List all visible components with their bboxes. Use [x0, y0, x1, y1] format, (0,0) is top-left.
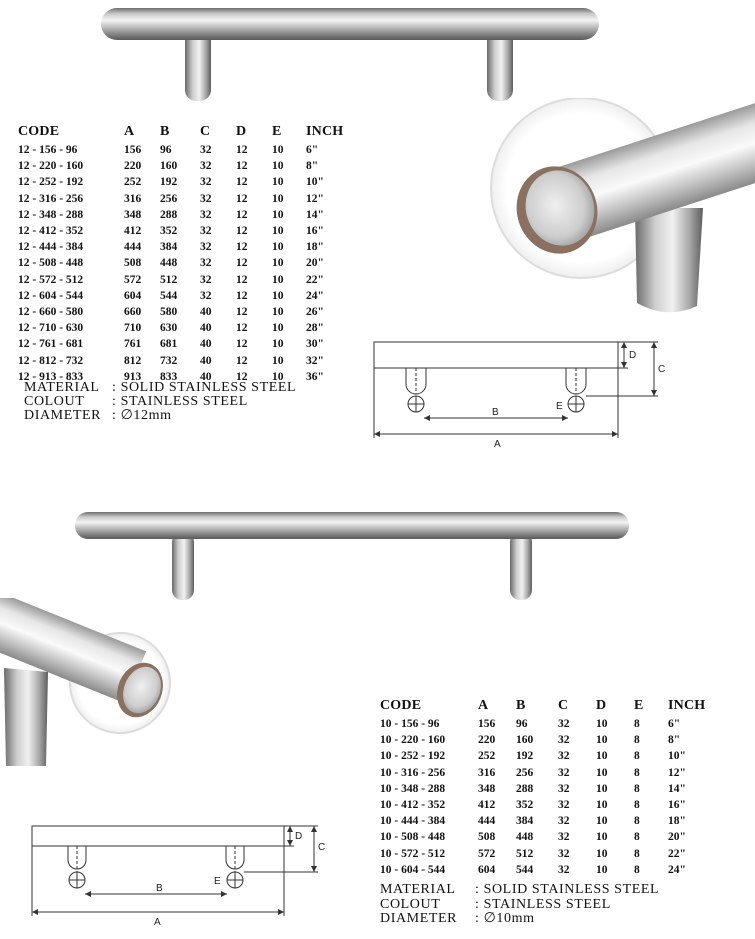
cell-a: 710 [124, 322, 142, 335]
cell-inch: 36" [306, 370, 324, 383]
handle-10mm-photo [70, 508, 635, 603]
dim-label-a: A [494, 439, 501, 450]
cell-inch: 14" [668, 782, 686, 795]
cell-b: 288 [516, 782, 534, 795]
cell-a: 572 [124, 273, 142, 286]
cell-e: 8 [634, 847, 640, 860]
cell-inch: 24" [668, 863, 686, 876]
cell-b: 630 [160, 322, 178, 335]
cell-e: 8 [634, 782, 640, 795]
cell-inch: 30" [306, 338, 324, 351]
colour-value: : STAINLESS STEEL [475, 896, 611, 912]
cell-c: 32 [200, 208, 212, 221]
cell-code: 12 - 412 - 352 [18, 225, 84, 238]
cell-inch: 12" [668, 766, 686, 779]
cell-c: 32 [200, 241, 212, 254]
dim-label-a: A [154, 917, 161, 928]
cell-b: 448 [516, 831, 534, 844]
cell-e: 8 [634, 766, 640, 779]
dim-label-c: C [318, 842, 326, 853]
cell-c: 32 [200, 225, 212, 238]
cell-d: 10 [596, 718, 608, 731]
spec-table-10mm [380, 696, 718, 878]
column-header-code: CODE [380, 698, 422, 713]
table-row [18, 239, 356, 255]
cell-a: 316 [478, 766, 496, 779]
cell-d: 10 [596, 815, 608, 828]
cell-e: 10 [272, 338, 284, 351]
cell-inch: 6" [306, 144, 319, 157]
table-row [380, 765, 718, 781]
cell-a: 220 [124, 160, 142, 173]
properties-12mm [24, 381, 296, 423]
column-header-inch: INCH [306, 124, 344, 139]
cell-a: 348 [124, 208, 142, 221]
cell-b: 544 [516, 863, 534, 876]
cell-c: 32 [200, 257, 212, 270]
cell-code: 12 - 572 - 512 [18, 273, 84, 286]
cell-a: 572 [478, 847, 496, 860]
cell-code: 10 - 604 - 544 [380, 863, 446, 876]
table-row [18, 174, 356, 190]
cell-b: 96 [160, 144, 172, 157]
cell-e: 10 [272, 289, 284, 302]
table-row [18, 336, 356, 352]
cell-a: 412 [124, 225, 142, 238]
colour-label: COLOUT [380, 896, 441, 912]
table-header-row [380, 696, 718, 716]
cell-c: 32 [200, 289, 212, 302]
cell-a: 156 [124, 144, 142, 157]
cell-c: 32 [558, 863, 570, 876]
cell-e: 8 [634, 863, 640, 876]
column-header-c: C [558, 698, 569, 713]
cell-b: 192 [516, 750, 534, 763]
cell-code: 12 - 444 - 384 [18, 241, 84, 254]
cell-e: 10 [272, 257, 284, 270]
cell-code: 12 - 710 - 630 [18, 322, 84, 335]
column-header-inch: INCH [668, 698, 706, 713]
table-row [18, 142, 356, 158]
cell-code: 12 - 220 - 160 [18, 160, 84, 173]
cell-d: 12 [236, 160, 248, 173]
cell-a: 508 [124, 257, 142, 270]
cell-d: 12 [236, 241, 248, 254]
dim-label-d: D [629, 350, 637, 361]
cell-inch: 18" [668, 815, 686, 828]
table-row [18, 320, 356, 336]
cell-b: 384 [516, 815, 534, 828]
cell-d: 12 [236, 354, 248, 367]
dim-label-d: D [295, 831, 303, 842]
cell-b: 580 [160, 305, 178, 318]
cell-d: 12 [236, 225, 248, 238]
cell-a: 348 [478, 782, 496, 795]
table-row [380, 829, 718, 845]
handle-12mm-photo [95, 4, 605, 104]
cell-e: 8 [634, 734, 640, 747]
cell-code: 12 - 348 - 288 [18, 208, 84, 221]
cell-d: 10 [596, 750, 608, 763]
cell-a: 604 [124, 289, 142, 302]
cell-inch: 22" [306, 273, 324, 286]
cell-c: 32 [558, 766, 570, 779]
cell-b: 160 [516, 734, 534, 747]
cell-c: 32 [558, 847, 570, 860]
table-row [18, 304, 356, 320]
cell-c: 40 [200, 338, 212, 351]
diameter-label: DIAMETER [24, 408, 102, 423]
cell-a: 812 [124, 354, 142, 367]
table-row [380, 813, 718, 829]
cell-a: 316 [124, 192, 142, 205]
cell-inch: 20" [306, 257, 324, 270]
cell-e: 8 [634, 750, 640, 763]
cell-inch: 20" [668, 831, 686, 844]
cell-e: 10 [272, 225, 284, 238]
cell-d: 12 [236, 273, 248, 286]
cell-inch: 12" [306, 192, 324, 205]
cell-c: 32 [200, 273, 212, 286]
cell-d: 12 [236, 370, 248, 383]
cell-code: 10 - 156 - 96 [380, 718, 440, 731]
cell-d: 12 [236, 289, 248, 302]
dim-label-c: C [658, 364, 666, 375]
cell-inch: 28" [306, 322, 324, 335]
cell-d: 10 [596, 734, 608, 747]
properties-10mm [380, 883, 659, 927]
cell-code: 10 - 444 - 384 [380, 815, 446, 828]
cell-inch: 6" [668, 718, 681, 731]
cell-inch: 10" [668, 750, 686, 763]
table-row [380, 732, 718, 748]
cell-a: 913 [124, 370, 142, 383]
column-header-b: B [160, 124, 170, 139]
cell-b: 448 [160, 257, 178, 270]
cell-inch: 14" [306, 208, 324, 221]
cell-d: 12 [236, 338, 248, 351]
cell-e: 8 [634, 831, 640, 844]
spec-table-12mm [18, 122, 356, 385]
cell-a: 220 [478, 734, 496, 747]
dimension-diagram-12mm [366, 336, 686, 452]
column-header-a: A [124, 124, 135, 139]
cell-d: 12 [236, 208, 248, 221]
cell-c: 32 [558, 718, 570, 731]
cell-b: 192 [160, 176, 178, 189]
cell-c: 32 [200, 192, 212, 205]
cell-c: 32 [200, 144, 212, 157]
cell-c: 32 [558, 734, 570, 747]
cell-code: 10 - 508 - 448 [380, 831, 446, 844]
cell-d: 10 [596, 831, 608, 844]
cell-code: 10 - 572 - 512 [380, 847, 446, 860]
cell-inch: 10" [306, 176, 324, 189]
material-value: : SOLID STAINLESS STEEL [112, 380, 297, 395]
cell-e: 10 [272, 354, 284, 367]
cell-b: 352 [160, 225, 178, 238]
column-header-code: CODE [18, 124, 60, 139]
cell-inch: 8" [668, 734, 681, 747]
cell-code: 10 - 252 - 192 [380, 750, 446, 763]
cell-code: 12 - 761 - 681 [18, 338, 84, 351]
cell-d: 10 [596, 847, 608, 860]
dim-label-e: E [556, 401, 563, 412]
cell-e: 10 [272, 241, 284, 254]
cell-c: 32 [558, 750, 570, 763]
cell-e: 10 [272, 322, 284, 335]
cell-b: 160 [160, 160, 178, 173]
diameter-value: : ∅10mm [475, 911, 535, 926]
column-header-d: D [236, 124, 247, 139]
cell-c: 32 [200, 160, 212, 173]
cell-b: 512 [516, 847, 534, 860]
material-label: MATERIAL [24, 380, 100, 395]
table-row [380, 797, 718, 813]
cell-d: 12 [236, 257, 248, 270]
cell-inch: 24" [306, 289, 324, 302]
table-row [18, 191, 356, 207]
cell-inch: 16" [306, 225, 324, 238]
table-row [18, 352, 356, 368]
table-header-row [18, 122, 356, 142]
cell-code: 10 - 316 - 256 [380, 766, 446, 779]
cell-d: 12 [236, 144, 248, 157]
cell-d: 10 [596, 782, 608, 795]
cell-c: 40 [200, 354, 212, 367]
table-row [18, 158, 356, 174]
handle-end-zoom-12mm [485, 98, 755, 338]
cell-b: 732 [160, 354, 178, 367]
cell-c: 32 [558, 782, 570, 795]
cell-code: 10 - 220 - 160 [380, 734, 446, 747]
cell-a: 761 [124, 338, 142, 351]
cell-b: 544 [160, 289, 178, 302]
cell-code: 12 - 508 - 448 [18, 257, 84, 270]
cell-inch: 26" [306, 305, 324, 318]
table-row [380, 862, 718, 878]
dimension-diagram-10mm [26, 820, 346, 930]
column-header-b: B [516, 698, 526, 713]
cell-code: 12 - 604 - 544 [18, 289, 84, 302]
cell-d: 12 [236, 305, 248, 318]
cell-e: 8 [634, 799, 640, 812]
cell-c: 32 [200, 176, 212, 189]
cell-b: 256 [516, 766, 534, 779]
cell-inch: 18" [306, 241, 324, 254]
table-row [18, 223, 356, 239]
cell-b: 833 [160, 370, 178, 383]
material-value: : SOLID STAINLESS STEEL [475, 882, 660, 897]
table-row [18, 272, 356, 288]
column-header-a: A [478, 698, 489, 713]
cell-e: 10 [272, 144, 284, 157]
cell-a: 156 [478, 718, 496, 731]
dim-label-b: B [492, 407, 499, 418]
cell-e: 10 [272, 192, 284, 205]
cell-c: 32 [558, 799, 570, 812]
table-row [380, 781, 718, 797]
cell-code: 12 - 316 - 256 [18, 192, 84, 205]
cell-b: 96 [516, 718, 528, 731]
cell-a: 604 [478, 863, 496, 876]
cell-code: 10 - 412 - 352 [380, 799, 446, 812]
column-header-c: C [200, 124, 211, 139]
cell-code: 12 - 156 - 96 [18, 144, 78, 157]
cell-b: 384 [160, 241, 178, 254]
handle-end-zoom-10mm [0, 598, 175, 768]
cell-b: 288 [160, 208, 178, 221]
table-row [18, 288, 356, 304]
table-row [380, 846, 718, 862]
cell-b: 512 [160, 273, 178, 286]
table-row [18, 255, 356, 271]
material-label: MATERIAL [380, 882, 456, 897]
cell-a: 508 [478, 831, 496, 844]
cell-e: 10 [272, 160, 284, 173]
cell-code: 12 - 252 - 192 [18, 176, 84, 189]
cell-a: 252 [124, 176, 142, 189]
dim-label-b: B [156, 883, 163, 894]
column-header-d: D [596, 698, 607, 713]
colour-value: : STAINLESS STEEL [112, 394, 248, 409]
colour-label: COLOUT [24, 394, 85, 409]
table-row [18, 207, 356, 223]
dim-label-e: E [214, 876, 221, 887]
cell-b: 352 [516, 799, 534, 812]
cell-c: 40 [200, 370, 212, 383]
cell-d: 12 [236, 322, 248, 335]
cell-c: 40 [200, 305, 212, 318]
cell-d: 10 [596, 766, 608, 779]
cell-e: 8 [634, 815, 640, 828]
cell-d: 12 [236, 176, 248, 189]
cell-a: 444 [478, 815, 496, 828]
cell-b: 681 [160, 338, 178, 351]
cell-a: 252 [478, 750, 496, 763]
cell-e: 10 [272, 176, 284, 189]
cell-d: 10 [596, 799, 608, 812]
cell-c: 32 [558, 831, 570, 844]
cell-code: 12 - 812 - 732 [18, 354, 84, 367]
column-header-e: E [272, 124, 282, 139]
cell-inch: 22" [668, 847, 686, 860]
diameter-value: : ∅12mm [112, 408, 172, 423]
cell-d: 12 [236, 192, 248, 205]
cell-a: 412 [478, 799, 496, 812]
cell-c: 32 [558, 815, 570, 828]
cell-a: 660 [124, 305, 142, 318]
cell-e: 10 [272, 305, 284, 318]
cell-a: 444 [124, 241, 142, 254]
cell-code: 12 - 913 - 833 [18, 370, 84, 383]
cell-inch: 8" [306, 160, 319, 173]
cell-e: 10 [272, 273, 284, 286]
cell-code: 12 - 660 - 580 [18, 305, 84, 318]
cell-e: 10 [272, 208, 284, 221]
table-row [380, 748, 718, 764]
table-row [380, 716, 718, 732]
cell-c: 40 [200, 322, 212, 335]
cell-inch: 32" [306, 354, 324, 367]
cell-e: 8 [634, 718, 640, 731]
cell-d: 10 [596, 863, 608, 876]
cell-b: 256 [160, 192, 178, 205]
cell-e: 10 [272, 370, 284, 383]
column-header-e: E [634, 698, 644, 713]
cell-inch: 16" [668, 799, 686, 812]
diameter-label: DIAMETER [380, 911, 458, 926]
cell-code: 10 - 348 - 288 [380, 782, 446, 795]
